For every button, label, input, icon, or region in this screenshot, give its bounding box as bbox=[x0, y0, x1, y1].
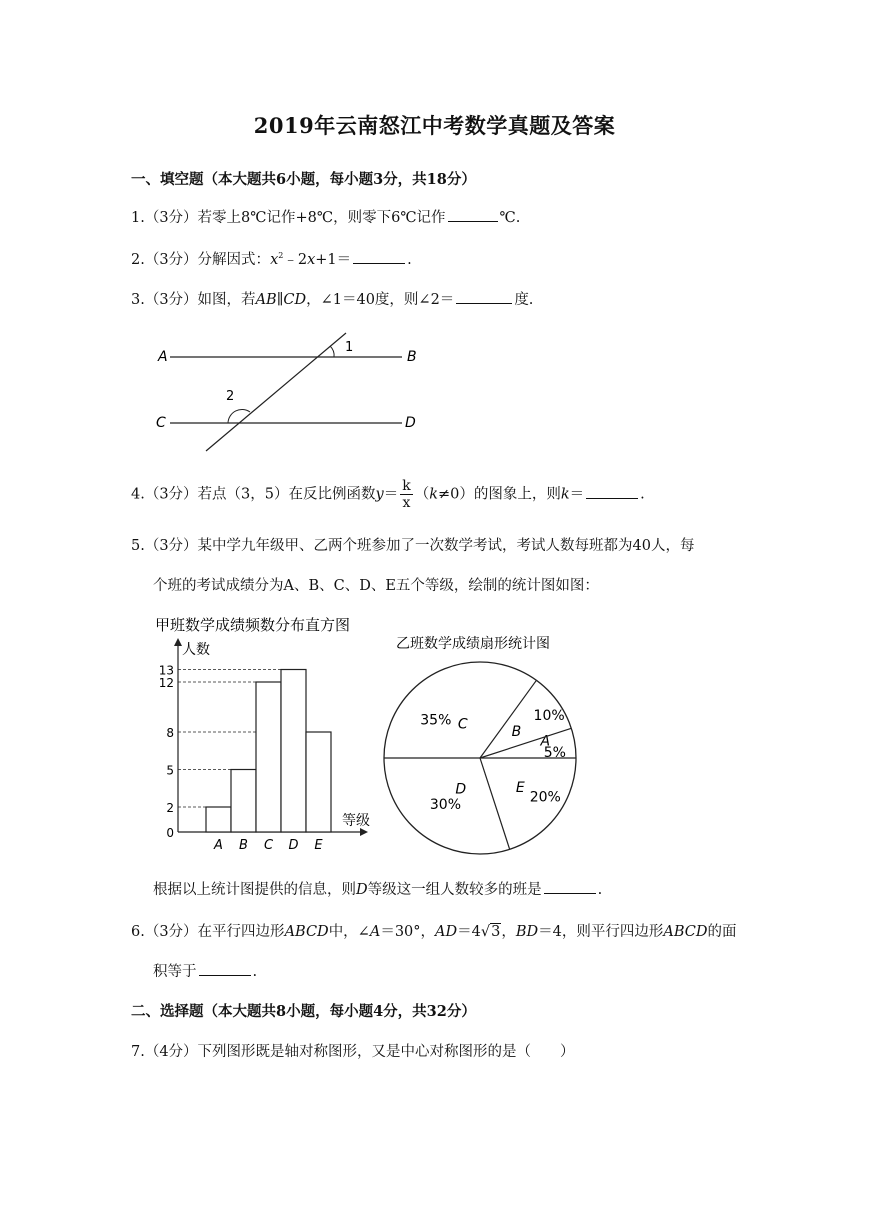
x-tick-label: B bbox=[239, 838, 248, 853]
angle1-arc bbox=[330, 346, 334, 357]
pie-title: 乙班数学成绩扇形统计图 bbox=[396, 636, 550, 652]
q6-mid3: ＝4 bbox=[457, 924, 481, 940]
q2-var: x bbox=[270, 252, 279, 268]
question-3 bbox=[131, 288, 533, 309]
q3-suffix: 度. bbox=[514, 292, 534, 308]
pie-slice-label: C bbox=[457, 716, 468, 733]
label-d: D bbox=[405, 415, 416, 431]
label-a: A bbox=[158, 349, 168, 365]
q5-line3-mid: 等级这一组人数较多的班是 bbox=[367, 882, 542, 898]
q6-end: . bbox=[252, 964, 258, 980]
q4-fraction bbox=[400, 478, 412, 511]
q2-end: . bbox=[407, 252, 412, 268]
q6-ad: AD bbox=[435, 924, 458, 940]
q4-cond-k: k bbox=[429, 486, 438, 503]
q6-mid6: 的面 bbox=[707, 924, 737, 940]
question-6-line1 bbox=[131, 920, 737, 941]
histogram-bar bbox=[281, 670, 306, 833]
q6-rad: 3 bbox=[491, 924, 501, 940]
pie-slice-percent: 30% bbox=[429, 797, 462, 814]
question-6-line2 bbox=[153, 960, 257, 981]
pie-slice-label: D bbox=[455, 781, 467, 798]
x-tick-label: C bbox=[263, 838, 274, 853]
q4-y: y bbox=[375, 486, 384, 503]
q1-suffix: ℃. bbox=[499, 210, 521, 226]
q6-mid1: 中，∠ bbox=[328, 924, 370, 940]
y-tick-label: 13 bbox=[158, 663, 174, 678]
histogram-bar bbox=[206, 807, 231, 832]
label-b: B bbox=[407, 349, 417, 365]
label-angle1: 1 bbox=[345, 340, 354, 355]
question-4 bbox=[131, 478, 645, 511]
q6-abcd2: ABCD bbox=[663, 924, 708, 940]
question-2 bbox=[131, 248, 412, 269]
pie-slice-label: E bbox=[515, 779, 525, 796]
q6-bd: BD bbox=[515, 924, 539, 940]
x-tick-label: E bbox=[314, 838, 323, 853]
q6-mid2: ＝30°， bbox=[380, 924, 436, 940]
question-7: 7.（4分）下列图形既是轴对称图形，又是中心对称图形的是（ ） bbox=[131, 1044, 575, 1060]
x-axis-arrow bbox=[360, 828, 368, 836]
label-angle2: 2 bbox=[226, 389, 235, 404]
q4-cond: ≠0）的图象上，则 bbox=[438, 486, 561, 503]
q5-blank[interactable] bbox=[544, 879, 596, 894]
y-tick-label: 5 bbox=[166, 763, 174, 778]
histogram-bar bbox=[231, 770, 256, 833]
section-fill-in: 一、填空题（本大题共6小题，每小题3分，共18分） bbox=[131, 171, 476, 188]
pie-slice-percent: 35% bbox=[420, 712, 452, 729]
histogram-bar bbox=[306, 732, 331, 832]
q6-abcd: ABCD bbox=[284, 924, 329, 940]
x-tick-label: A bbox=[214, 838, 223, 853]
q6-mid4: ， bbox=[501, 924, 516, 940]
q2-mid: ﹣2 bbox=[283, 252, 308, 268]
y-tick-label: 12 bbox=[158, 676, 174, 690]
label-c: C bbox=[156, 415, 166, 431]
y-tick-label: 8 bbox=[166, 726, 174, 740]
x-tick-label: D bbox=[288, 838, 299, 853]
q4-open: （ bbox=[414, 486, 430, 503]
y-axis-label: 人数 bbox=[182, 642, 210, 658]
q4-text: 4.（3分）若点（3，5）在反比例函数 bbox=[131, 486, 376, 503]
q1-blank[interactable] bbox=[448, 207, 498, 222]
q5-line3-end: . bbox=[597, 882, 603, 898]
parallel-lines-figure bbox=[150, 330, 430, 460]
class-b-pie-chart bbox=[380, 624, 590, 864]
section-multiple-choice: 二、选择题（本大题共8小题，每小题4分，共32分） bbox=[131, 1003, 476, 1020]
question-5-line2: 个班的考试成绩分为A、B、C、D、E五个等级，绘制的统计图如图： bbox=[153, 578, 599, 594]
q6-blank[interactable] bbox=[199, 961, 251, 976]
q4-end: . bbox=[640, 486, 645, 503]
pie-slice-label: A bbox=[540, 733, 551, 750]
q5-d: D bbox=[356, 882, 368, 898]
q4-eq2: ＝ bbox=[569, 486, 585, 503]
q2-var2: x bbox=[307, 252, 316, 268]
q4-num: k bbox=[402, 478, 411, 494]
q2-tail: +1＝ bbox=[315, 252, 352, 268]
q6-text: 6.（3分）在平行四边形 bbox=[131, 924, 285, 940]
histogram-title: 甲班数学成绩频数分布直方图 bbox=[155, 616, 351, 634]
q6-sqrt: √3 bbox=[480, 924, 501, 940]
q3-blank[interactable] bbox=[456, 289, 512, 304]
q5-line3-text: 根据以上统计图提供的信息，则 bbox=[153, 882, 356, 898]
q3-mid: ，∠1＝40度，则∠2＝ bbox=[306, 292, 455, 308]
q4-eq: ＝ bbox=[383, 486, 399, 503]
q3-parallel: AB∥CD bbox=[255, 292, 307, 308]
q2-blank[interactable] bbox=[353, 249, 405, 264]
question-5-line3 bbox=[153, 878, 602, 899]
q1-text: 1.（3分）若零上8℃记作+8℃，则零下6℃记作 bbox=[131, 210, 446, 226]
q3-text: 3.（3分）如图，若 bbox=[131, 292, 256, 308]
q6-mid5: ＝4，则平行四边形 bbox=[538, 924, 664, 940]
histogram-bar bbox=[256, 682, 281, 832]
q6-line2-text: 积等于 bbox=[153, 964, 197, 980]
y-tick-label: 2 bbox=[166, 801, 174, 815]
q4-blank[interactable] bbox=[586, 484, 638, 499]
q4-k: k bbox=[560, 486, 570, 503]
q2-exp: 2 bbox=[278, 251, 284, 261]
x-axis-label: 等级 bbox=[342, 813, 370, 829]
q6-a: A bbox=[369, 924, 381, 940]
pie-slice-percent: 20% bbox=[529, 789, 561, 806]
page-title: 2019年云南怒江中考数学真题及答案 bbox=[253, 113, 616, 138]
y-tick-label: 0 bbox=[166, 826, 174, 840]
class-a-histogram bbox=[148, 610, 388, 860]
q4-den: x bbox=[402, 495, 411, 511]
question-1 bbox=[131, 206, 520, 227]
pie-slice-percent: 5% bbox=[543, 745, 566, 762]
question-5-line1: 5.（3分）某中学九年级甲、乙两个班参加了一次数学考试，考试人数每班都为40人，每 bbox=[131, 538, 695, 554]
y-axis-arrow bbox=[174, 638, 182, 646]
pie-slice-percent: 10% bbox=[533, 707, 565, 724]
q2-text: 2.（3分）分解因式： bbox=[131, 252, 271, 268]
pie-slice-label: B bbox=[511, 724, 522, 741]
